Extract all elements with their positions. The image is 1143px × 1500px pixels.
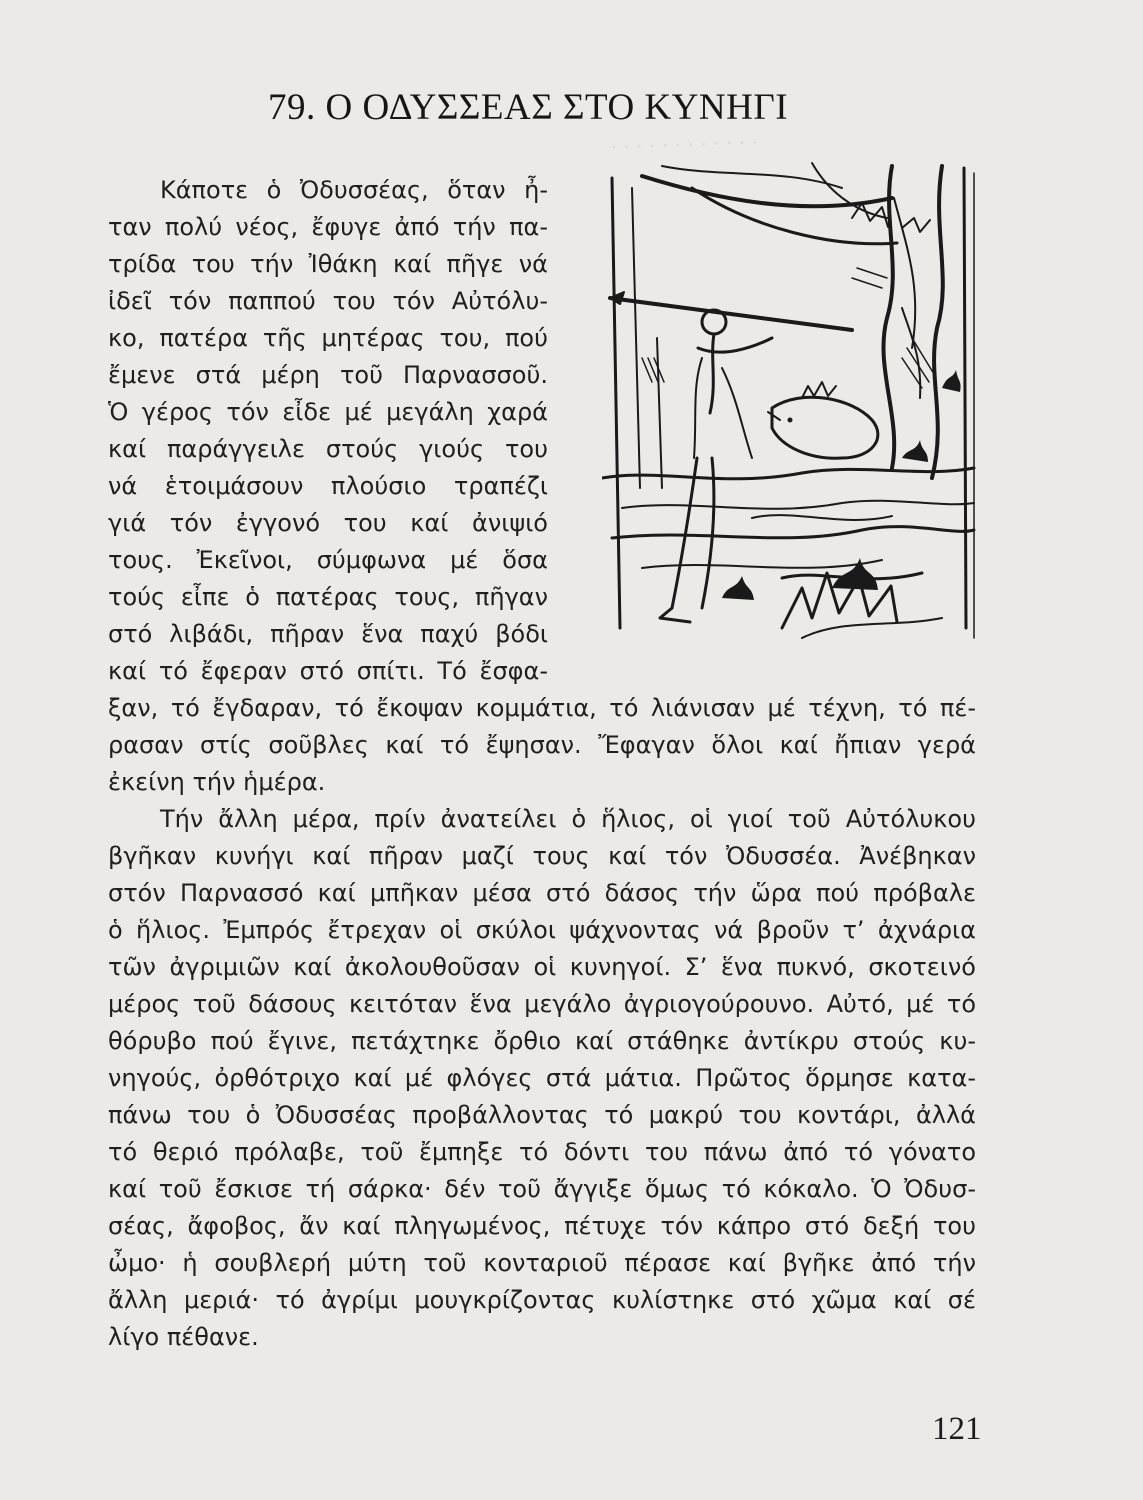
text-line: βγῆκαν κυνήγι καί πῆραν μαζί τους καί τόν Ὀδυσσέα. Ἀνέβηκαν <box>108 842 976 870</box>
text-line: ξαν, τό ἔγδαραν, τό ἔκοψαν κομμάτια, τό λιάνισαν μέ τέχνη, τό πέ- <box>108 694 976 722</box>
text-line: πάνω του ὁ Ὀδυσσέας προβάλλοντας τό μακρύ του κοντάρι, ἀλλά <box>108 1101 976 1129</box>
text-line: θόρυβο πού ἔγινε, πετάχτηκε ὄρθιο καί στάθηκε ἀντίκρυ στούς κυ- <box>108 1027 976 1055</box>
text-line: τό θεριό πρόλαβε, τοῦ ἔμπηξε τό δόντι του πάνω ἀπό τό γόνατο <box>108 1138 976 1166</box>
text-line: Κάποτε ὁ Ὀδυσσέας, ὅταν ἦ- <box>160 176 548 204</box>
text-line: ἰδεῖ τόν παππού του τόν Αὐτόλυ- <box>108 287 548 315</box>
text-line: στόν Παρνασσό καί μπῆκαν μέσα στό δάσος τήν ὥρα πού πρόβαλε <box>108 879 976 907</box>
text-line: τρίδα του τήν Ἰθάκη καί πῆγε νά <box>108 250 548 278</box>
text-line: τους. Ἐκεῖνοι, σύμφωνα μέ ὅσα <box>108 546 548 574</box>
text-line: λίγο πέθανε. <box>108 1323 259 1351</box>
text-line: ἐκείνη τήν ἡμέρα. <box>108 768 326 796</box>
text-line: ρασαν στίς σοῦβλες καί τό ἔψησαν. Ἔφαγαν ὅλοι καί ἤπιαν γερά <box>108 731 976 759</box>
text-line: ἄλλη μεριά· τό ἀγρίμι μουγκρίζοντας κυλίστηκε στό χῶμα καί σέ <box>108 1286 976 1314</box>
text-line: Τήν ἄλλη μέρα, πρίν ἀνατείλει ὁ ἥλιος, οἱ γιοί τοῦ Αὐτόλυκου <box>160 805 976 833</box>
text-line: καί τοῦ ἔσκισε τή σάρκα· δέν τοῦ ἄγγιξε ὅμως τό κόκαλο. Ὁ Ὀδυσ- <box>108 1175 976 1203</box>
text-line: Ὁ γέρος τόν εἶδε μέ μεγάλη χαρά <box>108 398 548 426</box>
text-line: καί παράγγειλε στούς γιούς του <box>108 435 548 463</box>
text-line: νηγούς, ὀρθότριχο καί μέ φλόγες στά μάτια. Πρῶτος ὅρμησε κατα- <box>108 1064 976 1092</box>
text-line: κο, πατέρα τῆς μητέρας του, πού <box>108 324 548 352</box>
text-line: σέας, ἄφοβος, ἄν καί πληγωμένος, πέτυχε τόν κάπρο στό δεξή του <box>108 1212 976 1240</box>
text-line: μέρος τοῦ δάσους κειτόταν ἕνα μεγάλο ἀγριογούρουνο. Αὐτό, μέ τό <box>108 990 976 1018</box>
text-line: τούς εἶπε ὁ πατέρας τους, πῆγαν <box>108 583 548 611</box>
text-line: γιά τόν ἐγγονό του καί ἀνιψιό <box>108 509 548 537</box>
text-line: στό λιβάδι, πῆραν ἕνα παχύ βόδι <box>108 620 548 648</box>
chapter-title: 79. Ο ΟΔΥΣΣΕΑΣ ΣΤΟ ΚΥΝΗΓΙ <box>268 87 789 128</box>
text-line: καί τό ἔφεραν στό σπίτι. Τό ἔσφα- <box>108 657 548 685</box>
text-line: ὁ ἥλιος. Ἐμπρός ἔτρεχαν οἱ σκύλοι ψάχνοντας νά βροῦν τ’ ἀχνάρια <box>108 916 976 944</box>
text-line: ὦμο· ἡ σουβλερή μύτη τοῦ κονταριοῦ πέρασε καί βγῆκε ἀπό τήν <box>108 1249 976 1277</box>
page-number: 121 <box>932 1411 982 1447</box>
text-line: νά ἑτοιμάσουν πλούσιο τραπέζι <box>108 472 548 500</box>
text-line: ταν πολύ νέος, ἔφυγε ἀπό τήν πα- <box>108 213 548 241</box>
hunting-illustration <box>602 158 976 650</box>
bleed-through-text: · · · · · · · · · · · · <box>609 129 759 160</box>
text-line: ἔμενε στά μέρη τοῦ Παρνασσοῦ. <box>108 361 548 389</box>
text-line: τῶν ἀγριμιῶν καί ἀκολουθοῦσαν οἱ κυνηγοί. Σ’ ἕνα πυκνό, σκοτεινό <box>108 953 976 981</box>
